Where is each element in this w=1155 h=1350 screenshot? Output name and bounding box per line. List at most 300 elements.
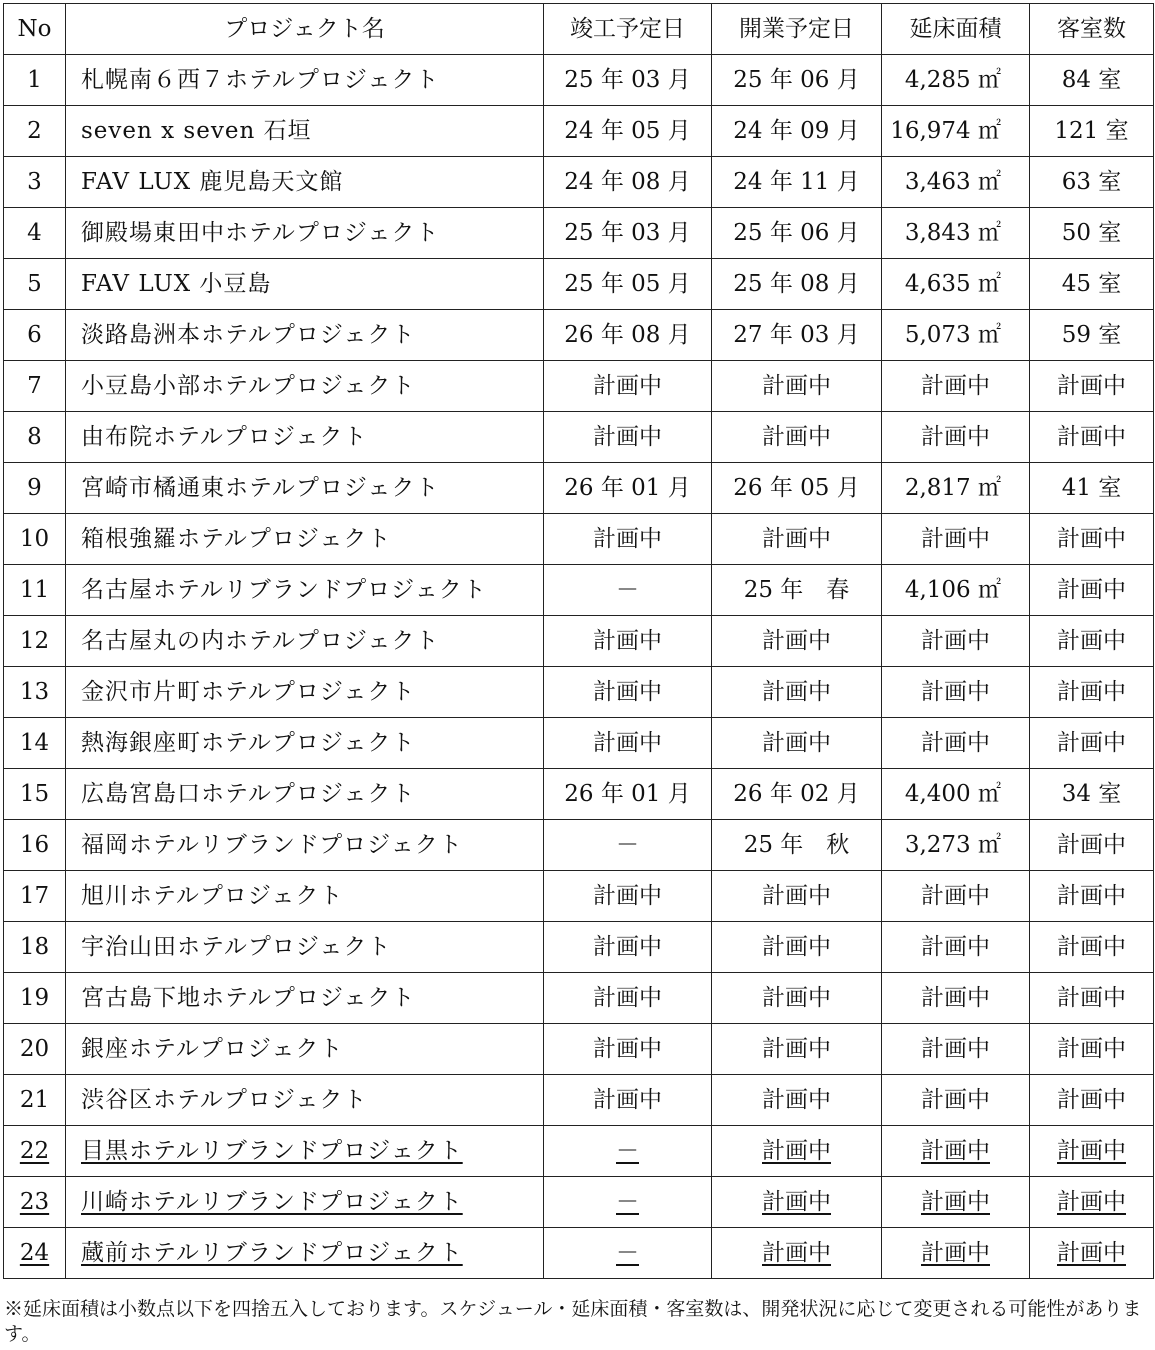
cell-project-name-text: 熱海銀座町ホテルプロジェクト — [81, 729, 416, 756]
cell-floor-area — [882, 463, 1030, 514]
cell-opening-date — [712, 667, 882, 718]
cell-completion-date — [544, 412, 712, 463]
cell-project-name — [66, 973, 544, 1024]
cell-completion-date — [544, 361, 712, 412]
cell-project-name — [66, 820, 544, 871]
cell-project-name — [66, 1177, 544, 1228]
cell-rooms-text: 計画中 — [1057, 882, 1126, 909]
table-row — [4, 1177, 1154, 1228]
table-row — [4, 1126, 1154, 1177]
cell-project-name-text: 宮崎市橘通東ホテルプロジェクト — [81, 474, 440, 501]
cell-rooms — [1030, 973, 1154, 1024]
header-opening-date: 開業予定日 — [712, 4, 882, 55]
cell-completion-date — [544, 718, 712, 769]
table-row — [4, 871, 1154, 922]
cell-rooms — [1030, 1126, 1154, 1177]
cell-floor-area-text: 4,400 ㎡ — [904, 780, 1001, 807]
cell-opening-date-text: 27 年 03 月 — [733, 321, 860, 348]
cell-opening-date — [712, 616, 882, 667]
cell-project-name-text: 宇治山田ホテルプロジェクト — [81, 933, 392, 960]
cell-completion-date-text: － — [616, 576, 639, 603]
cell-no-text: 17 — [19, 882, 50, 909]
cell-project-name — [66, 769, 544, 820]
table-row — [4, 667, 1154, 718]
cell-floor-area — [882, 55, 1030, 106]
cell-project-name — [66, 1228, 544, 1279]
table-row — [4, 718, 1154, 769]
cell-opening-date — [712, 718, 882, 769]
cell-no-text: 5 — [27, 270, 42, 297]
table-row — [4, 565, 1154, 616]
cell-rooms — [1030, 361, 1154, 412]
cell-no — [4, 1024, 66, 1075]
cell-project-name-text: 目黒ホテルリブランドプロジェクト — [81, 1137, 463, 1164]
cell-floor-area — [882, 1228, 1030, 1279]
cell-rooms — [1030, 616, 1154, 667]
cell-floor-area-text: 4,635 ㎡ — [904, 270, 1001, 297]
cell-no — [4, 412, 66, 463]
cell-rooms-text: 121 室 — [1054, 117, 1129, 144]
cell-floor-area — [882, 565, 1030, 616]
cell-completion-date — [544, 667, 712, 718]
cell-floor-area-text: 計画中 — [921, 933, 990, 960]
cell-opening-date — [712, 514, 882, 565]
cell-no — [4, 157, 66, 208]
cell-no-text: 10 — [19, 525, 50, 552]
cell-project-name-text: FAV LUX 鹿児島天文館 — [81, 168, 344, 195]
cell-opening-date-text: 25 年 06 月 — [733, 219, 860, 246]
cell-no — [4, 208, 66, 259]
cell-rooms — [1030, 259, 1154, 310]
cell-project-name-text: 蔵前ホテルリブランドプロジェクト — [81, 1239, 463, 1266]
cell-completion-date — [544, 106, 712, 157]
table-row — [4, 310, 1154, 361]
cell-no-text: 13 — [19, 678, 50, 705]
cell-floor-area — [882, 1177, 1030, 1228]
cell-completion-date-text: 26 年 01 月 — [564, 474, 691, 501]
cell-opening-date-text: 25 年 08 月 — [733, 270, 860, 297]
cell-rooms-text: 計画中 — [1057, 627, 1126, 654]
cell-project-name — [66, 1024, 544, 1075]
cell-floor-area — [882, 616, 1030, 667]
cell-project-name — [66, 616, 544, 667]
cell-rooms — [1030, 514, 1154, 565]
cell-rooms-text: 計画中 — [1057, 372, 1126, 399]
table-row — [4, 106, 1154, 157]
cell-opening-date-text: 25 年 春 — [743, 576, 850, 603]
cell-rooms — [1030, 1177, 1154, 1228]
cell-floor-area-text: 16,974 ㎡ — [890, 117, 1001, 144]
cell-opening-date — [712, 361, 882, 412]
cell-rooms — [1030, 769, 1154, 820]
cell-rooms-text: 計画中 — [1057, 1137, 1126, 1164]
table-row — [4, 208, 1154, 259]
table-row — [4, 1075, 1154, 1126]
cell-no-text: 21 — [19, 1086, 50, 1113]
cell-opening-date — [712, 106, 882, 157]
cell-floor-area — [882, 871, 1030, 922]
cell-no — [4, 1177, 66, 1228]
cell-project-name-text: 小豆島小部ホテルプロジェクト — [81, 372, 416, 399]
cell-project-name-text: 宮古島下地ホテルプロジェクト — [81, 984, 416, 1011]
cell-opening-date-text: 計画中 — [762, 1188, 831, 1215]
cell-floor-area-text: 計画中 — [921, 1035, 990, 1062]
cell-completion-date — [544, 922, 712, 973]
table-row — [4, 514, 1154, 565]
cell-rooms — [1030, 106, 1154, 157]
cell-floor-area-text: 計画中 — [921, 882, 990, 909]
hotel-projects-table — [3, 3, 1154, 1279]
cell-completion-date-text: 計画中 — [593, 984, 662, 1011]
table-row — [4, 463, 1154, 514]
cell-completion-date — [544, 463, 712, 514]
cell-completion-date — [544, 55, 712, 106]
cell-no — [4, 667, 66, 718]
cell-completion-date — [544, 769, 712, 820]
cell-rooms-text: 計画中 — [1057, 1035, 1126, 1062]
cell-opening-date — [712, 208, 882, 259]
cell-floor-area-text: 計画中 — [921, 372, 990, 399]
cell-rooms — [1030, 1228, 1154, 1279]
cell-rooms — [1030, 1075, 1154, 1126]
cell-opening-date — [712, 1075, 882, 1126]
projects-table-container — [3, 3, 1153, 1279]
cell-no-text: 11 — [19, 576, 50, 603]
cell-completion-date — [544, 871, 712, 922]
cell-project-name-text: 名古屋丸の内ホテルプロジェクト — [81, 627, 440, 654]
cell-floor-area — [882, 514, 1030, 565]
table-row — [4, 922, 1154, 973]
cell-no-text: 8 — [27, 423, 42, 450]
cell-no-text: 23 — [19, 1188, 50, 1215]
cell-no — [4, 106, 66, 157]
cell-no — [4, 463, 66, 514]
cell-floor-area-text: 計画中 — [921, 1188, 990, 1215]
cell-no — [4, 973, 66, 1024]
cell-project-name-text: 箱根強羅ホテルプロジェクト — [81, 525, 392, 552]
cell-opening-date-text: 計画中 — [762, 1239, 831, 1266]
cell-completion-date-text: 計画中 — [593, 525, 662, 552]
cell-rooms — [1030, 871, 1154, 922]
cell-project-name — [66, 310, 544, 361]
cell-opening-date — [712, 259, 882, 310]
cell-floor-area — [882, 769, 1030, 820]
cell-project-name — [66, 55, 544, 106]
cell-rooms-text: 計画中 — [1057, 1188, 1126, 1215]
cell-opening-date — [712, 1126, 882, 1177]
cell-opening-date — [712, 973, 882, 1024]
footnote: ※延床面積は小数点以下を四捨五入しております。スケジュール・延床面積・客室数は、開発状況に応じて変更される可能性があります。 — [4, 1298, 1142, 1345]
cell-project-name-text: 札幌南６西７ホテルプロジェクト — [81, 66, 440, 93]
cell-no-text: 19 — [19, 984, 50, 1011]
cell-no — [4, 769, 66, 820]
cell-project-name-text: seven x seven 石垣 — [81, 117, 312, 144]
cell-completion-date-text: 計画中 — [593, 933, 662, 960]
cell-floor-area — [882, 412, 1030, 463]
cell-opening-date — [712, 310, 882, 361]
cell-opening-date — [712, 1228, 882, 1279]
cell-opening-date-text: 計画中 — [762, 1086, 831, 1113]
cell-rooms — [1030, 1024, 1154, 1075]
cell-completion-date — [544, 820, 712, 871]
cell-floor-area — [882, 1075, 1030, 1126]
header-no: No — [4, 4, 66, 55]
cell-floor-area-text: 計画中 — [921, 627, 990, 654]
table-row — [4, 55, 1154, 106]
header-completion-date: 竣工予定日 — [544, 4, 712, 55]
cell-completion-date-text: 計画中 — [593, 1035, 662, 1062]
cell-opening-date-text: 計画中 — [762, 372, 831, 399]
cell-floor-area-text: 計画中 — [921, 1137, 990, 1164]
cell-opening-date-text: 24 年 09 月 — [733, 117, 860, 144]
cell-project-name — [66, 718, 544, 769]
cell-opening-date-text: 26 年 05 月 — [733, 474, 860, 501]
cell-completion-date — [544, 565, 712, 616]
cell-project-name-text: 渋谷区ホテルプロジェクト — [81, 1086, 368, 1113]
cell-project-name-text: 名古屋ホテルリブランドプロジェクト — [81, 576, 487, 603]
cell-rooms-text: 計画中 — [1057, 933, 1126, 960]
cell-project-name-text: 金沢市片町ホテルプロジェクト — [81, 678, 416, 705]
table-row — [4, 1024, 1154, 1075]
cell-opening-date — [712, 871, 882, 922]
cell-opening-date-text: 計画中 — [762, 1035, 831, 1062]
cell-project-name — [66, 208, 544, 259]
cell-opening-date-text: 計画中 — [762, 933, 831, 960]
cell-project-name-text: 福岡ホテルリブランドプロジェクト — [81, 831, 463, 858]
cell-opening-date — [712, 463, 882, 514]
cell-floor-area — [882, 157, 1030, 208]
cell-no-text: 18 — [19, 933, 50, 960]
cell-no-text: 1 — [27, 66, 42, 93]
cell-completion-date-text: － — [616, 1239, 639, 1266]
cell-opening-date-text: 計画中 — [762, 423, 831, 450]
cell-no-text: 6 — [27, 321, 42, 348]
cell-completion-date — [544, 1228, 712, 1279]
cell-rooms — [1030, 565, 1154, 616]
table-row — [4, 412, 1154, 463]
cell-floor-area-text: 計画中 — [921, 1086, 990, 1113]
cell-no-text: 14 — [19, 729, 50, 756]
cell-opening-date-text: 計画中 — [762, 678, 831, 705]
cell-project-name-text: FAV LUX 小豆島 — [81, 270, 272, 297]
cell-rooms-text: 59 室 — [1061, 321, 1122, 348]
cell-completion-date-text: 26 年 01 月 — [564, 780, 691, 807]
cell-completion-date-text: 計画中 — [593, 423, 662, 450]
cell-completion-date-text: 26 年 08 月 — [564, 321, 691, 348]
cell-no — [4, 922, 66, 973]
cell-project-name — [66, 667, 544, 718]
cell-floor-area-text: 計画中 — [921, 525, 990, 552]
cell-completion-date-text: 計画中 — [593, 882, 662, 909]
cell-project-name — [66, 106, 544, 157]
cell-floor-area-text: 3,843 ㎡ — [904, 219, 1001, 246]
cell-opening-date — [712, 565, 882, 616]
cell-project-name-text: 川崎ホテルリブランドプロジェクト — [81, 1188, 463, 1215]
cell-rooms-text: 計画中 — [1057, 576, 1126, 603]
cell-project-name-text: 淡路島洲本ホテルプロジェクト — [81, 321, 416, 348]
cell-no-text: 3 — [27, 168, 42, 195]
cell-project-name — [66, 1075, 544, 1126]
cell-opening-date-text: 25 年 06 月 — [733, 66, 860, 93]
cell-opening-date-text: 計画中 — [762, 729, 831, 756]
cell-completion-date-text: 計画中 — [593, 678, 662, 705]
cell-no-text: 15 — [19, 780, 50, 807]
cell-no-text: 20 — [19, 1035, 50, 1062]
cell-floor-area — [882, 310, 1030, 361]
cell-project-name-text: 御殿場東田中ホテルプロジェクト — [81, 219, 440, 246]
cell-rooms — [1030, 667, 1154, 718]
cell-opening-date-text: 26 年 02 月 — [733, 780, 860, 807]
cell-rooms-text: 計画中 — [1057, 423, 1126, 450]
cell-completion-date-text: － — [616, 831, 639, 858]
cell-floor-area-text: 5,073 ㎡ — [904, 321, 1001, 348]
cell-no — [4, 616, 66, 667]
cell-completion-date-text: 計画中 — [593, 729, 662, 756]
cell-rooms — [1030, 412, 1154, 463]
cell-project-name — [66, 412, 544, 463]
cell-opening-date — [712, 1177, 882, 1228]
cell-floor-area — [882, 1024, 1030, 1075]
cell-no — [4, 55, 66, 106]
cell-floor-area-text: 3,273 ㎡ — [904, 831, 1001, 858]
cell-no — [4, 871, 66, 922]
cell-completion-date — [544, 1126, 712, 1177]
cell-no-text: 24 — [19, 1239, 50, 1266]
cell-rooms — [1030, 463, 1154, 514]
cell-no-text: 4 — [27, 219, 42, 246]
cell-no — [4, 361, 66, 412]
cell-completion-date-text: 計画中 — [593, 627, 662, 654]
cell-project-name — [66, 565, 544, 616]
cell-opening-date — [712, 820, 882, 871]
cell-no-text: 22 — [19, 1137, 50, 1164]
cell-rooms-text: 63 室 — [1061, 168, 1122, 195]
cell-rooms — [1030, 157, 1154, 208]
cell-floor-area-text: 3,463 ㎡ — [904, 168, 1001, 195]
cell-no — [4, 1126, 66, 1177]
cell-completion-date — [544, 259, 712, 310]
cell-rooms-text: 34 室 — [1061, 780, 1122, 807]
cell-rooms — [1030, 922, 1154, 973]
cell-project-name — [66, 514, 544, 565]
cell-opening-date — [712, 55, 882, 106]
header-project-name: プロジェクト名 — [66, 4, 544, 55]
table-row — [4, 769, 1154, 820]
cell-opening-date — [712, 922, 882, 973]
cell-opening-date-text: 24 年 11 月 — [733, 168, 860, 195]
table-row — [4, 157, 1154, 208]
table-row — [4, 361, 1154, 412]
cell-floor-area-text: 計画中 — [921, 984, 990, 1011]
cell-rooms — [1030, 718, 1154, 769]
cell-no — [4, 310, 66, 361]
cell-completion-date-text: － — [616, 1188, 639, 1215]
cell-no-text: 16 — [19, 831, 50, 858]
header-floor-area: 延床面積 — [882, 4, 1030, 55]
cell-floor-area-text: 計画中 — [921, 1239, 990, 1266]
table-row — [4, 973, 1154, 1024]
cell-floor-area — [882, 922, 1030, 973]
cell-rooms-text: 計画中 — [1057, 1086, 1126, 1113]
cell-opening-date — [712, 412, 882, 463]
cell-opening-date-text: 計画中 — [762, 627, 831, 654]
cell-opening-date — [712, 157, 882, 208]
cell-no-text: 2 — [27, 117, 42, 144]
cell-project-name — [66, 922, 544, 973]
cell-project-name-text: 広島宮島口ホテルプロジェクト — [81, 780, 416, 807]
cell-project-name — [66, 871, 544, 922]
table-row — [4, 259, 1154, 310]
cell-floor-area — [882, 667, 1030, 718]
cell-no — [4, 718, 66, 769]
cell-rooms-text: 計画中 — [1057, 678, 1126, 705]
cell-rooms — [1030, 55, 1154, 106]
cell-no — [4, 259, 66, 310]
cell-opening-date-text: 計画中 — [762, 882, 831, 909]
cell-completion-date — [544, 616, 712, 667]
cell-rooms-text: 計画中 — [1057, 831, 1126, 858]
cell-completion-date-text: 計画中 — [593, 1086, 662, 1113]
cell-completion-date-text: 24 年 05 月 — [564, 117, 691, 144]
cell-rooms — [1030, 820, 1154, 871]
cell-completion-date — [544, 1177, 712, 1228]
cell-no — [4, 1228, 66, 1279]
cell-no — [4, 820, 66, 871]
cell-completion-date-text: 25 年 03 月 — [564, 66, 691, 93]
cell-rooms-text: 41 室 — [1061, 474, 1122, 501]
cell-completion-date — [544, 1024, 712, 1075]
cell-no-text: 9 — [27, 474, 42, 501]
cell-completion-date — [544, 1075, 712, 1126]
cell-floor-area-text: 計画中 — [921, 678, 990, 705]
cell-completion-date — [544, 310, 712, 361]
table-row — [4, 820, 1154, 871]
cell-floor-area — [882, 259, 1030, 310]
cell-rooms-text: 45 室 — [1061, 270, 1122, 297]
cell-project-name — [66, 1126, 544, 1177]
cell-rooms-text: 計画中 — [1057, 984, 1126, 1011]
cell-floor-area-text: 計画中 — [921, 729, 990, 756]
cell-floor-area-text: 4,285 ㎡ — [904, 66, 1001, 93]
cell-rooms — [1030, 208, 1154, 259]
cell-completion-date — [544, 157, 712, 208]
cell-rooms — [1030, 310, 1154, 361]
cell-completion-date-text: 24 年 08 月 — [564, 168, 691, 195]
cell-floor-area-text: 2,817 ㎡ — [904, 474, 1001, 501]
cell-no-text: 7 — [27, 372, 42, 399]
cell-project-name — [66, 361, 544, 412]
cell-no — [4, 514, 66, 565]
cell-completion-date-text: 計画中 — [593, 372, 662, 399]
cell-no-text: 12 — [19, 627, 50, 654]
table-body — [4, 55, 1154, 1279]
cell-floor-area-text: 計画中 — [921, 423, 990, 450]
cell-project-name-text: 銀座ホテルプロジェクト — [81, 1035, 344, 1062]
table-row — [4, 1228, 1154, 1279]
cell-project-name-text: 由布院ホテルプロジェクト — [81, 423, 368, 450]
cell-project-name — [66, 259, 544, 310]
cell-floor-area — [882, 718, 1030, 769]
cell-no — [4, 565, 66, 616]
cell-no — [4, 1075, 66, 1126]
cell-completion-date — [544, 973, 712, 1024]
cell-floor-area-text: 4,106 ㎡ — [904, 576, 1001, 603]
table-header-row — [4, 4, 1154, 55]
cell-opening-date — [712, 1024, 882, 1075]
cell-project-name — [66, 157, 544, 208]
cell-floor-area — [882, 820, 1030, 871]
cell-floor-area — [882, 973, 1030, 1024]
